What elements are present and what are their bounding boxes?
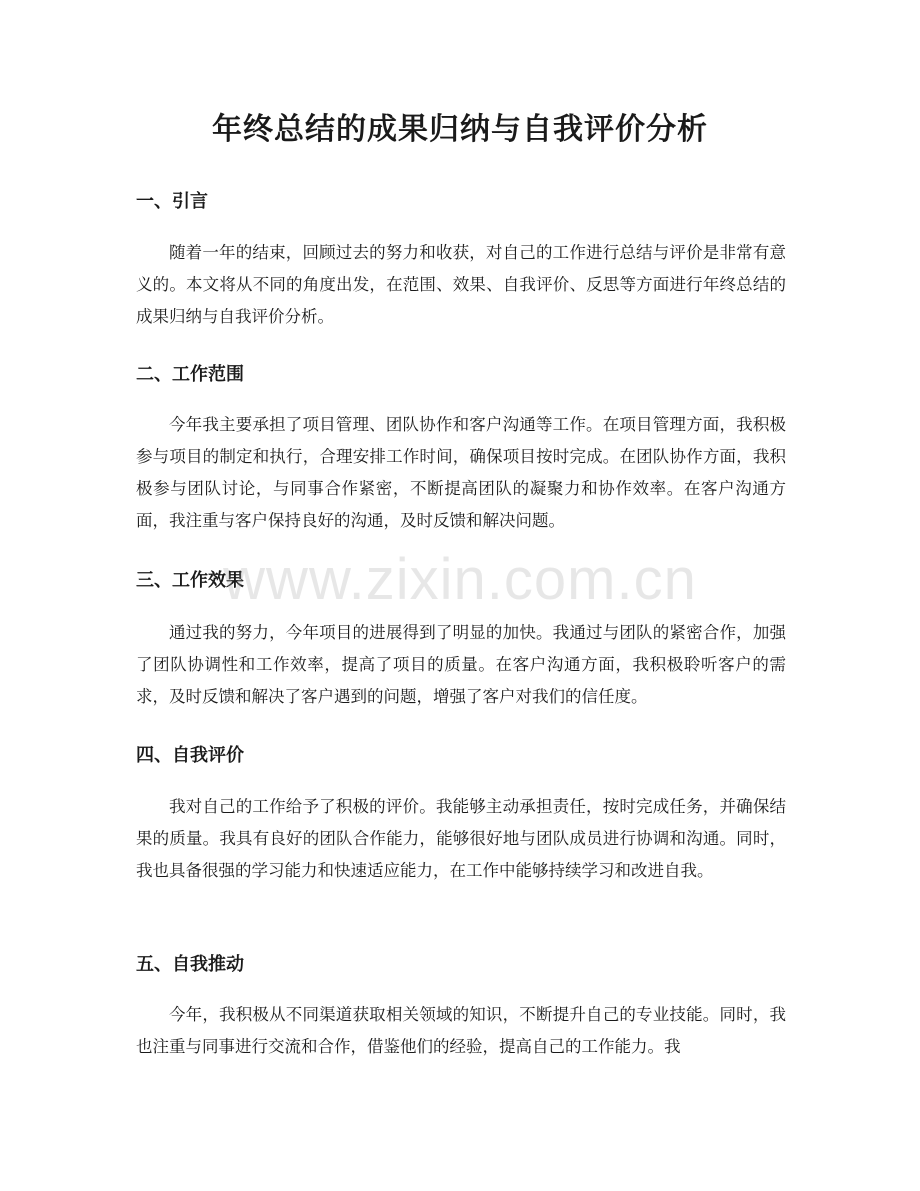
- section-heading-self-motivation: 五、自我推动: [136, 954, 244, 975]
- section-paragraph-work-scope: 今年我主要承担了项目管理、团队协作和客户沟通等工作。在项目管理方面，我积极参与项目的制定和执行，合理安排工作时间，确保项目按时完成。在团队协作方面，我积极参与团队讨论，与同事合作紧密，不断提高团队的凝聚力和协作效率。在客户沟通方面，我注重与客户保持良好的沟通，及时反馈和解决问题。: [136, 415, 786, 530]
- watermark: www.zixin.com.cn: [223, 547, 697, 612]
- section-heading-work-scope: 二、工作范围: [136, 364, 244, 385]
- section-heading-work-results: 三、工作效果: [136, 570, 244, 591]
- section-paragraph-work-results: 通过我的努力，今年项目的进展得到了明显的加快。我通过与团队的紧密合作，加强了团队协调性和工作效率，提高了项目的质量。在客户沟通方面，我积极聆听客户的需求，及时反馈和解决了客户遇到的问题，增强了客户对我们的信任度。: [136, 623, 786, 706]
- section-paragraph-introduction: 随着一年的结束，回顾过去的努力和收获，对自己的工作进行总结与评价是非常有意义的。本文将从不同的角度出发，在范围、效果、自我评价、反思等方面进行年终总结的成果归纳与自我评价分析。: [136, 243, 786, 326]
- section-heading-self-evaluation: 四、自我评价: [136, 745, 244, 766]
- document-title: 年终总结的成果归纳与自我评价分析: [212, 112, 708, 147]
- section-paragraph-self-evaluation: 我对自己的工作给予了积极的评价。我能够主动承担责任，按时完成任务，并确保结果的质量。我具有良好的团队合作能力，能够很好地与团队成员进行协调和沟通。同时，我也具备很强的学习能力和快速适应能力，在工作中能够持续学习和改进自我。: [136, 797, 786, 880]
- section-paragraph-self-motivation: 今年，我积极从不同渠道获取相关领域的知识，不断提升自己的专业技能。同时，我也注重与同事进行交流和合作，借鉴他们的经验，提高自己的工作能力。我: [136, 1005, 786, 1056]
- section-heading-introduction: 一、引言: [136, 191, 208, 212]
